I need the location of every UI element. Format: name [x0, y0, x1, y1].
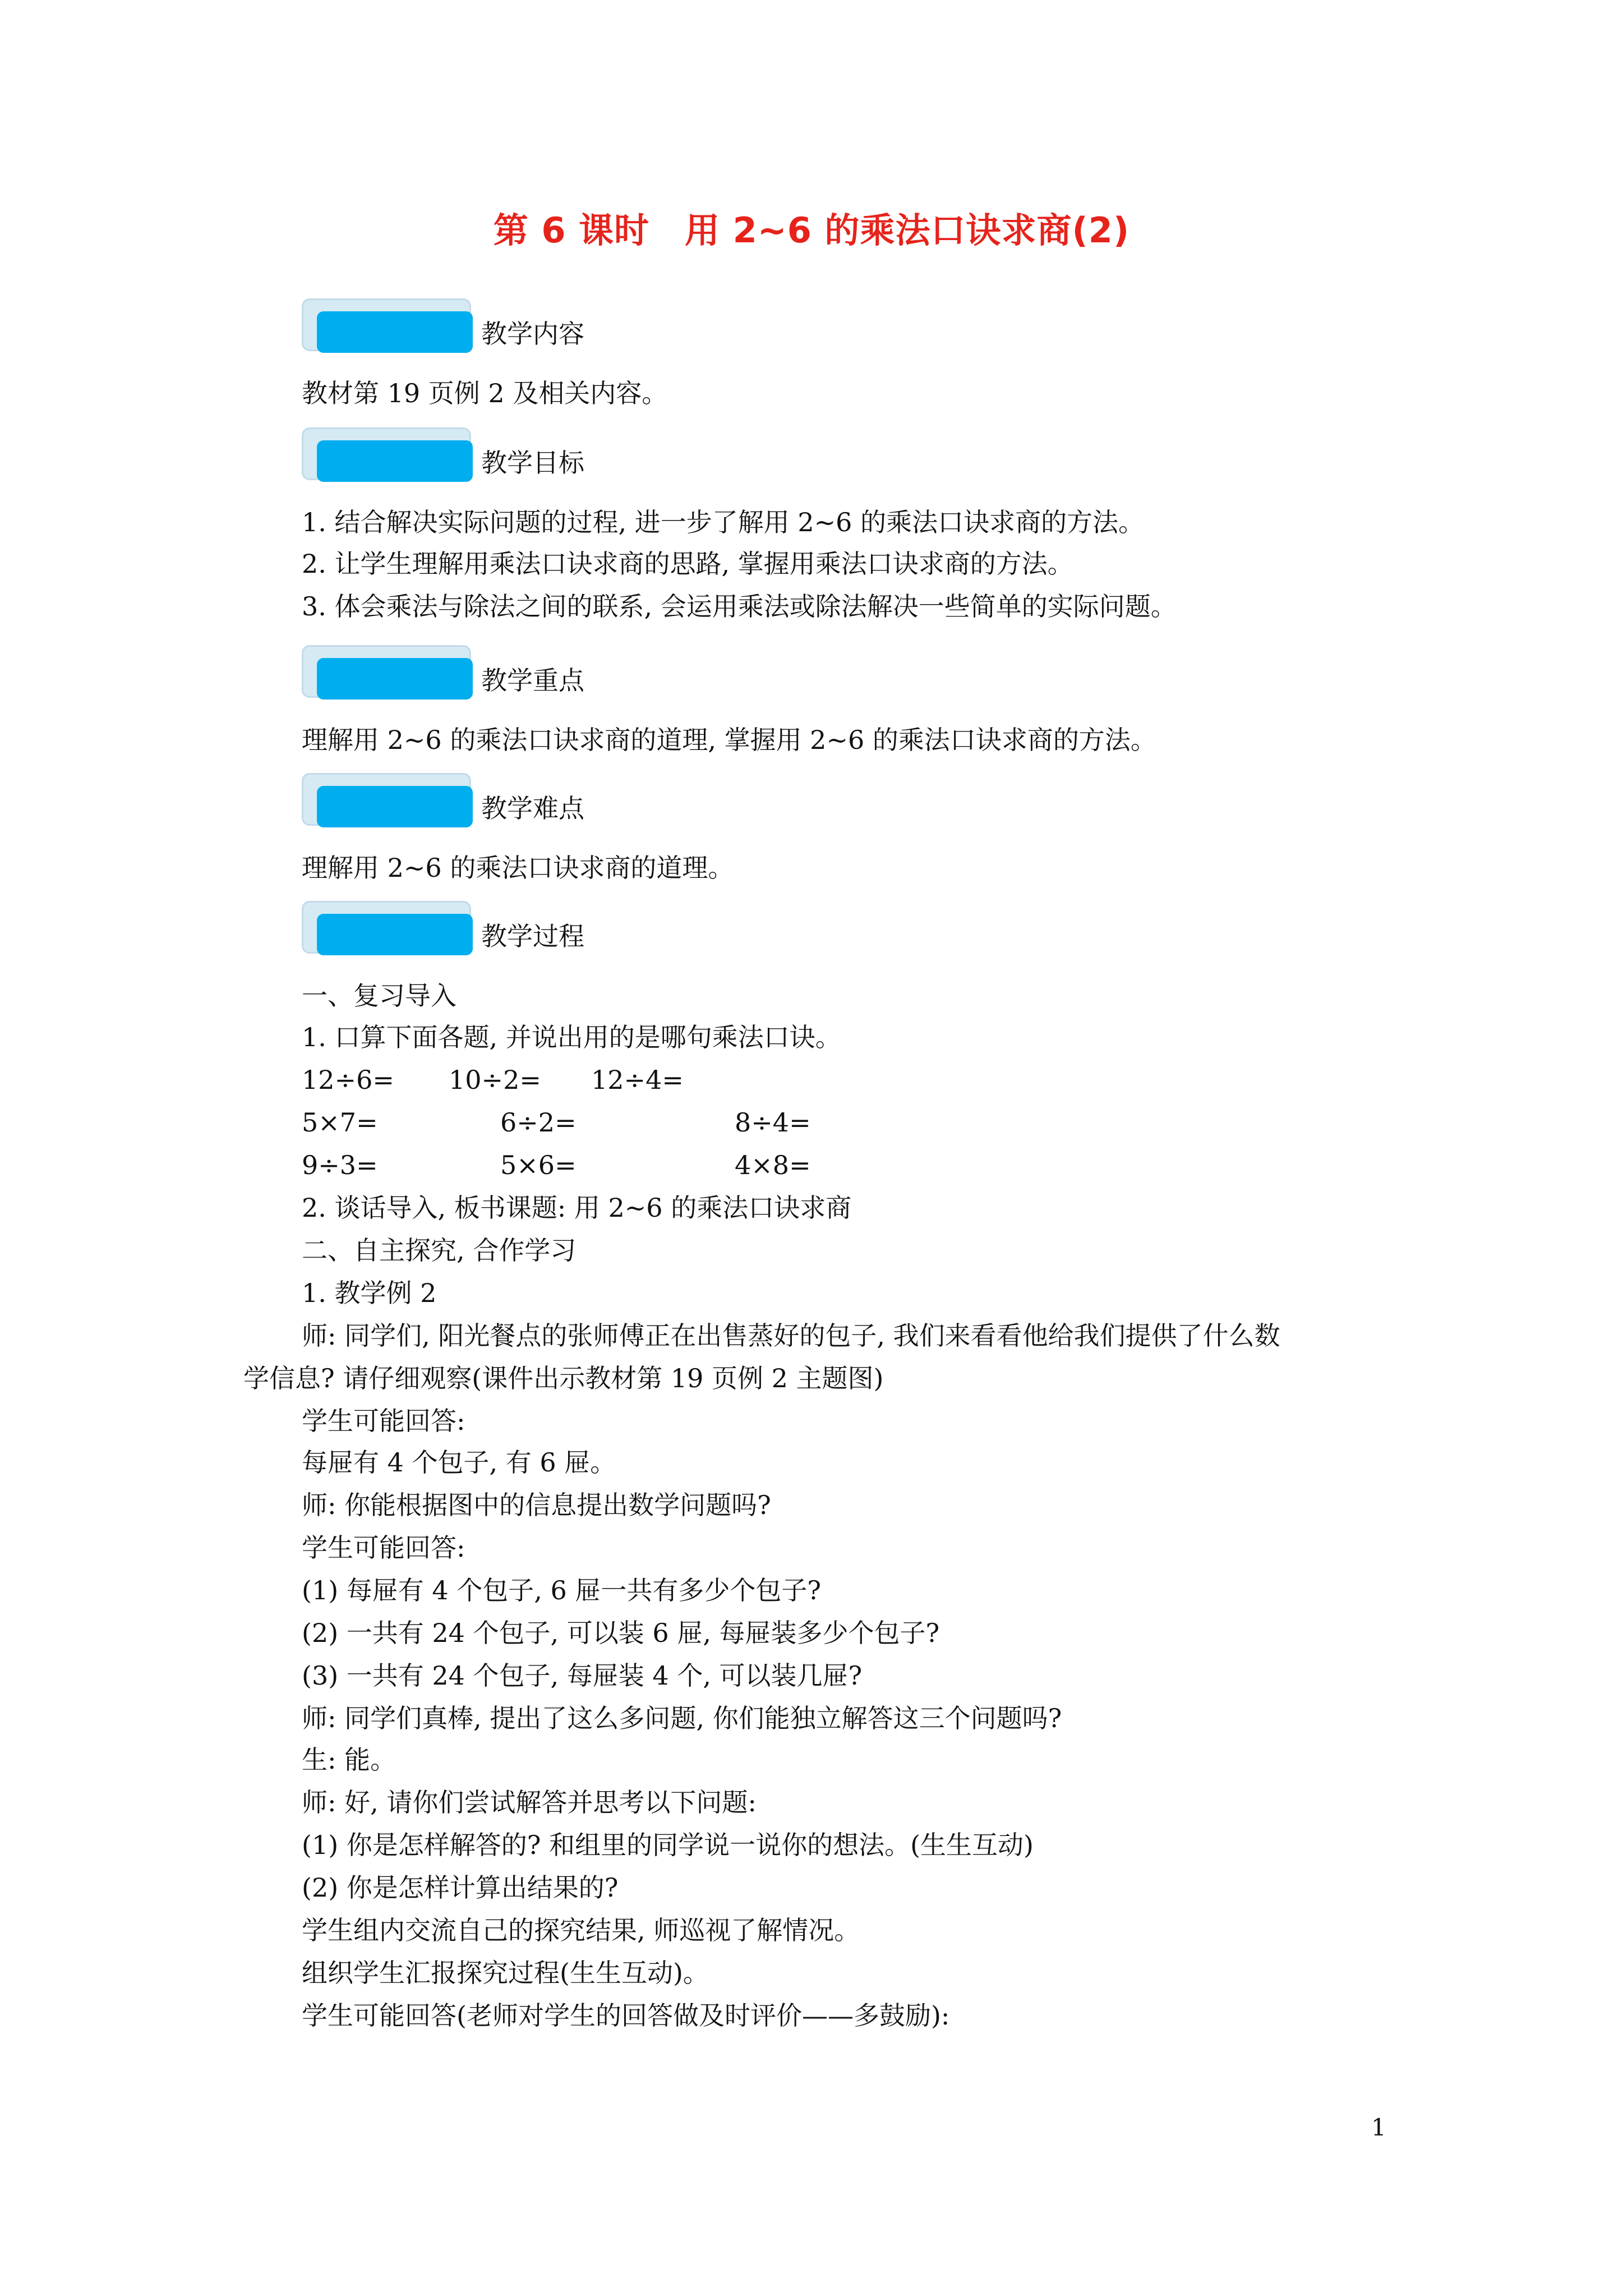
objective-line: 3. 体会乘法与除法之间的联系, 会运用乘法或除法解决一些简单的实际问题。	[302, 591, 1177, 622]
page-number: 1	[1371, 2114, 1386, 2141]
process-line: 师: 好, 请你们尝试解答并思考以下问题:	[302, 1787, 757, 1818]
section-badge	[302, 298, 471, 351]
process-line: 学生可能回答:	[302, 1533, 465, 1563]
section-heading-content	[302, 298, 806, 360]
process-line: 1. 口算下面各题, 并说出用的是哪句乘法口诀。	[302, 1022, 841, 1052]
process-line: 师: 你能根据图中的信息提出数学问题吗?	[302, 1490, 771, 1520]
difficulty-line: 理解用 2~6 的乘法口诀求商的道理。	[302, 853, 734, 883]
process-line: 学信息? 请仔细观察(课件出示教材第 19 页例 2 主题图)	[243, 1363, 884, 1393]
objective-line: 1. 结合解决实际问题的过程, 进一步了解用 2~6 的乘法口诀求商的方法。	[302, 507, 1145, 537]
process-line: (1) 每屉有 4 个包子, 6 屉一共有多少个包子?	[302, 1575, 822, 1605]
section-label: 教学过程	[481, 921, 584, 951]
process-line: (2) 一共有 24 个包子, 可以装 6 屉, 每屉装多少个包子?	[302, 1618, 940, 1648]
exercise-item: 9÷3=	[302, 1150, 378, 1180]
process-line: 学生可能回答:	[302, 1406, 465, 1436]
section-badge	[302, 773, 471, 826]
objective-line: 2. 让学生理解用乘法口诀求商的思路, 掌握用乘法口诀求商的方法。	[302, 549, 1073, 579]
process-line: 生: 能。	[302, 1745, 396, 1775]
process-line: 师: 同学们, 阳光餐点的张师傅正在出售蒸好的包子, 我们来看看他给我们提供了什么数	[302, 1320, 1280, 1351]
content-line: 教材第 19 页例 2 及相关内容。	[302, 378, 668, 408]
section-badge	[302, 645, 471, 698]
exercise-item: 4×8=	[735, 1150, 811, 1180]
section-heading-process	[302, 901, 806, 963]
exercise-item: 5×7=	[302, 1107, 378, 1138]
process-line: (1) 你是怎样解答的? 和组里的同学说一说你的想法。(生生互动)	[302, 1830, 1034, 1860]
exercise-item: 8÷4=	[735, 1107, 811, 1138]
section-heading-key-points	[302, 645, 806, 707]
process-line: 学生组内交流自己的探究结果, 师巡视了解情况。	[302, 1915, 860, 1945]
process-line: (2) 你是怎样计算出结果的?	[302, 1872, 619, 1903]
section-label: 教学内容	[481, 319, 584, 349]
section-heading-objectives	[302, 427, 806, 489]
section-label: 教学难点	[481, 793, 584, 823]
exercise-item: 5×6=	[500, 1150, 577, 1180]
section-badge	[302, 427, 471, 480]
process-line: 一、复习导入	[302, 981, 457, 1011]
exercise-item: 12÷4=	[591, 1065, 684, 1095]
exercise-item: 12÷6=	[302, 1065, 394, 1095]
process-line: 1. 教学例 2	[302, 1278, 437, 1308]
process-line: 2. 谈话导入, 板书课题: 用 2~6 的乘法口诀求商	[302, 1193, 852, 1223]
process-line: 组织学生汇报探究过程(生生互动)。	[302, 1958, 709, 1988]
process-line: (3) 一共有 24 个包子, 每屉装 4 个, 可以装几屉?	[302, 1660, 863, 1691]
process-line: 每屉有 4 个包子, 有 6 屉。	[302, 1447, 616, 1478]
process-line: 二、自主探究, 合作学习	[302, 1235, 577, 1266]
exercise-item: 10÷2=	[449, 1065, 541, 1095]
page-title: 第 6 课时 用 2~6 的乘法口诀求商(2)	[493, 210, 1130, 251]
section-label: 教学目标	[481, 448, 584, 478]
process-line: 师: 同学们真棒, 提出了这么多问题, 你们能独立解答这三个问题吗?	[302, 1703, 1062, 1733]
section-label: 教学重点	[481, 665, 584, 696]
process-line: 学生可能回答(老师对学生的回答做及时评价——多鼓励):	[302, 2000, 950, 2031]
exercise-item: 6÷2=	[500, 1107, 577, 1138]
section-badge	[302, 901, 471, 954]
key-point-line: 理解用 2~6 的乘法口诀求商的道理, 掌握用 2~6 的乘法口诀求商的方法。	[302, 725, 1156, 755]
section-heading-difficulties	[302, 773, 806, 835]
